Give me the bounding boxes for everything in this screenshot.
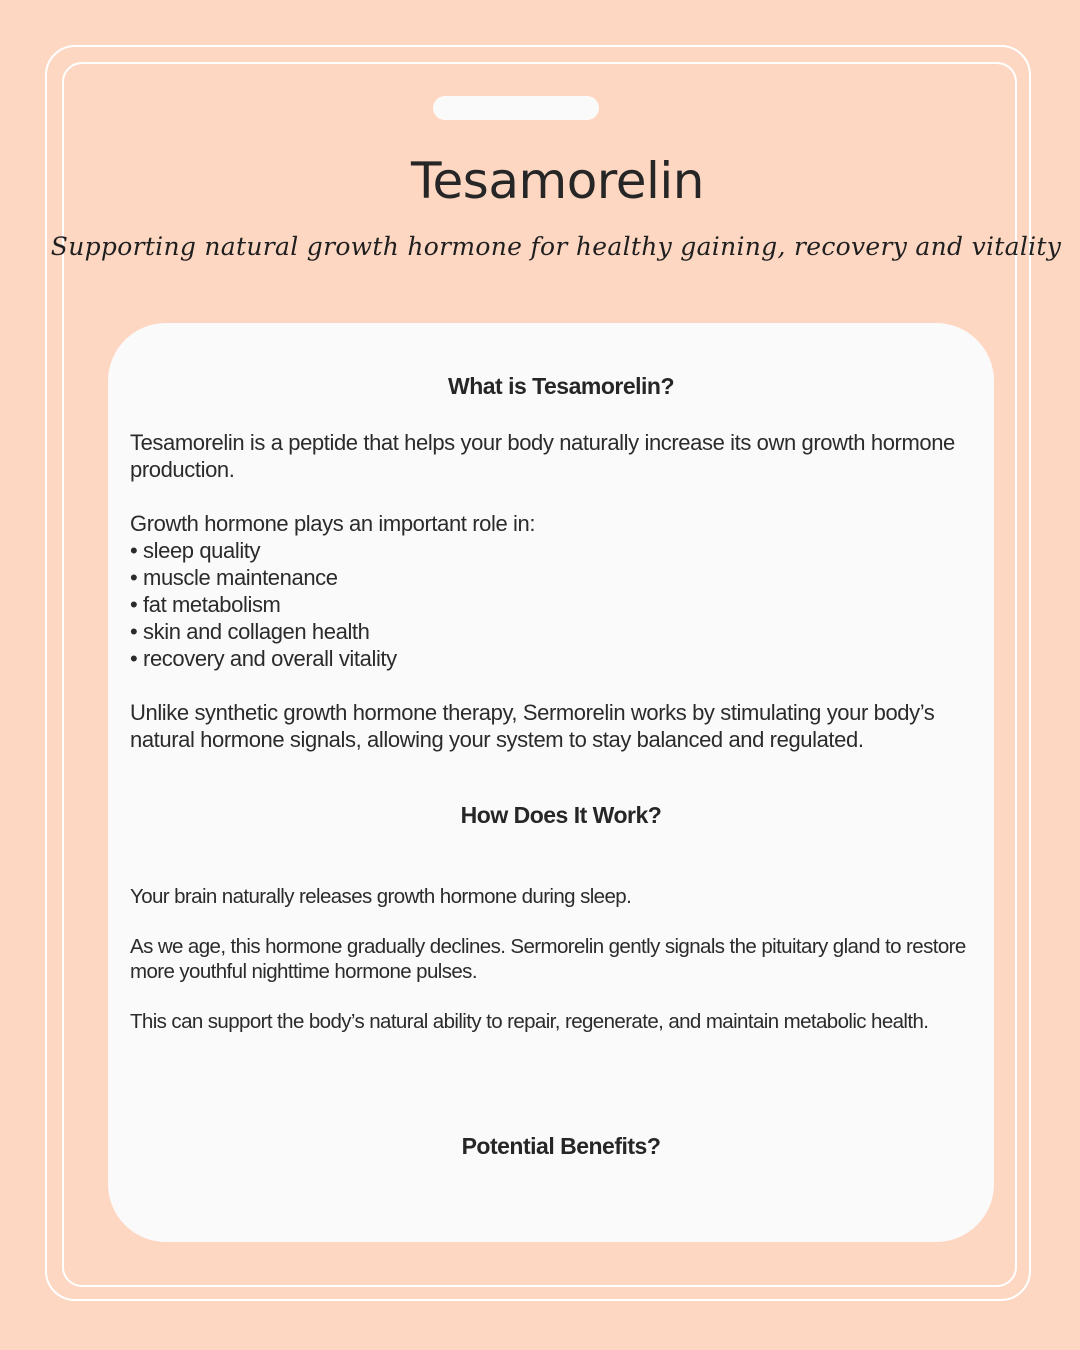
top-pill-decoration [433,96,599,120]
role-list [130,537,992,672]
content-card [108,323,994,1242]
list-item: • muscle maintenance [130,564,992,591]
list-item: • recovery and overall vitality [130,645,992,672]
how-paragraph-1: Your brain naturally releases growth hormone during sleep. [130,885,632,908]
list-item: • fat metabolism [130,591,992,618]
role-list-block [130,510,992,672]
outro-paragraph: Unlike synthetic growth hormone therapy, Sermorelin works by stimulating your body’s natural hormone signals, allowing your system to stay balanced and regulated. [130,700,935,752]
how-paragraph-2: As we age, this hormone gradually declines. Sermorelin gently signals the pituitary gland to restore more youthful nighttime hormone pulses. [130,935,966,983]
intro-paragraph: Tesamorelin is a peptide that helps your body naturally increase its own growth hormone production. [130,430,955,482]
list-intro: Growth hormone plays an important role in: [130,511,536,536]
list-item: • skin and collagen health [130,618,992,645]
section-heading-how-it-works: How Does It Work? [460,802,662,828]
section-heading-what-is: What is Tesamorelin? [447,373,674,399]
how-paragraph-3: This can support the body’s natural ability to repair, regenerate, and maintain metabolic health. [130,1010,929,1033]
page-subtitle: Supporting natural growth hormone for healthy gaining, recovery and vitality [50,232,1062,261]
list-item: • sleep quality [130,537,992,564]
section-heading-benefits: Potential Benefits? [461,1133,661,1159]
page-title: Tesamorelin [411,152,704,210]
